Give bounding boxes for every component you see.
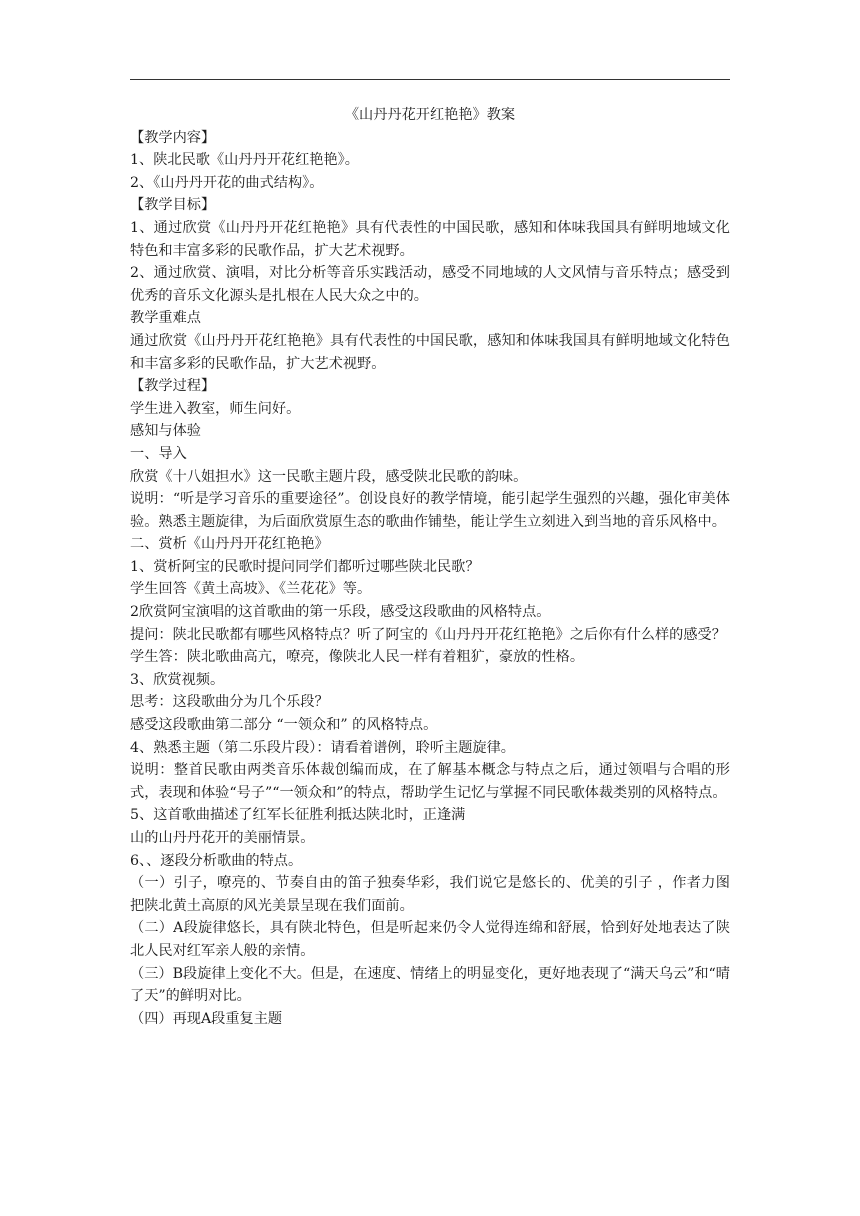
paragraph: 学生回答《黄土高坡》、《兰花花》等。 [130, 581, 372, 598]
paragraph: （二）A段旋律悠长，具有陕北特色，但是听起来仍令人觉得连绵和舒展，恰到好处地表达了陕北人民对红军亲人般的亲情。 [130, 920, 730, 959]
paragraph: 说明：整首民歌由两类音乐体裁创编而成，在了解基本概念与特点之后，通过领唱与合唱的形式，表现和体验“号子”“一领众和”的特点，帮助学生记忆与掌握不同民歌体裁类别的风格特点。 [130, 762, 730, 801]
document-title: 《山丹丹花开红艳艳》教案 [344, 107, 516, 123]
subheading: 二、赏析《山丹丹开花红艳艳》 [130, 536, 329, 553]
section-heading-process: 【教学过程】 [130, 378, 216, 395]
paragraph: （四）再现A段重复主题 [130, 1010, 283, 1027]
paragraph: 1、通过欣赏《山丹丹开花红艳艳》具有代表性的中国民歌，感知和体味我国具有鲜明地域文化特色和丰富多彩的民歌作品，扩大艺术视野。 [130, 219, 730, 259]
document-body [130, 104, 730, 1030]
paragraph: 5、这首歌曲描述了红军长征胜利抵达陕北时，正逢满 [130, 807, 466, 824]
paragraph: 学生答：陕北歌曲高亢，嘹亮，像陕北人民一样有着粗犷，豪放的性格。 [130, 649, 585, 666]
paragraph: 山的山丹丹花开的美丽情景。 [130, 830, 315, 846]
paragraph: 提问：陕北民歌都有哪些风格特点？听了阿宝的《山丹丹开花红艳艳》之后你有什么样的感受？ [130, 626, 726, 643]
subheading: 一、导入 [130, 445, 187, 462]
paragraph: 说明：“听是学习音乐的重要途径”。创设良好的教学情境，能引起学生强烈的兴趣，强化审美体验。熟悉主题旋律，为后面欣赏原生态的歌曲作铺垫，能让学生立刻进入到当地的音乐风格中。 [130, 491, 730, 530]
paragraph: 3、欣赏视频。 [130, 671, 225, 688]
paragraph: 1、陕北民歌《山丹丹开花红艳艳》。 [130, 152, 359, 169]
header-rule [130, 79, 730, 80]
paragraph: 2、通过欣赏、演唱，对比分析等音乐实践活动，感受不同地域的人文风情与音乐特点；感受到优秀的音乐文化源头是扎根在人民大众之中的。 [130, 265, 730, 304]
section-heading-goals: 【教学目标】 [130, 197, 216, 214]
paragraph: 感受这段歌曲第二部分 “一领众和” 的风格特点。 [130, 717, 438, 734]
paragraph: 6、、逐段分析歌曲的特点。 [130, 852, 303, 869]
paragraph: 2、《山丹丹开花的曲式结构》。 [130, 174, 324, 191]
section-heading-key-points: 教学重难点 [130, 310, 201, 327]
paragraph: （三）B段旋律上变化不大。但是，在速度、情绪上的明显变化，更好地表现了“满天乌云”和“晴了天”的鲜明对比。 [130, 965, 730, 1005]
paragraph: 通过欣赏《山丹丹开花红艳艳》具有代表性的中国民歌，感知和体味我国具有鲜明地域文化特色和丰富多彩的民歌作品，扩大艺术视野。 [130, 332, 730, 372]
paragraph: 学生进入教室，师生问好。 [130, 400, 301, 417]
paragraph: 1、赏析阿宝的民歌时提问同学们都听过哪些陕北民歌？ [130, 558, 480, 575]
section-heading-content: 【教学内容】 [130, 129, 216, 146]
paragraph: 感知与体验 [130, 423, 201, 440]
paragraph: 2欣赏阿宝演唱的这首歌曲的第一乐段，感受这段歌曲的风格特点。 [130, 604, 551, 621]
paragraph: （一）引子，嘹亮的、节奏自由的笛子独奏华彩，我们说它是悠长的、优美的引子 ，作者力图把陕北黄土高原的风光美景呈现在我们面前。 [130, 875, 730, 914]
paragraph: 思考：这段歌曲分为几个乐段？ [130, 694, 329, 711]
paragraph: 4、熟悉主题（第二乐段片段）：请看着谱例，聆听主题旋律。 [130, 739, 515, 756]
paragraph: 欣赏《十八姐担水》这一民歌主题片段，感受陕北民歌的韵味。 [130, 468, 528, 485]
